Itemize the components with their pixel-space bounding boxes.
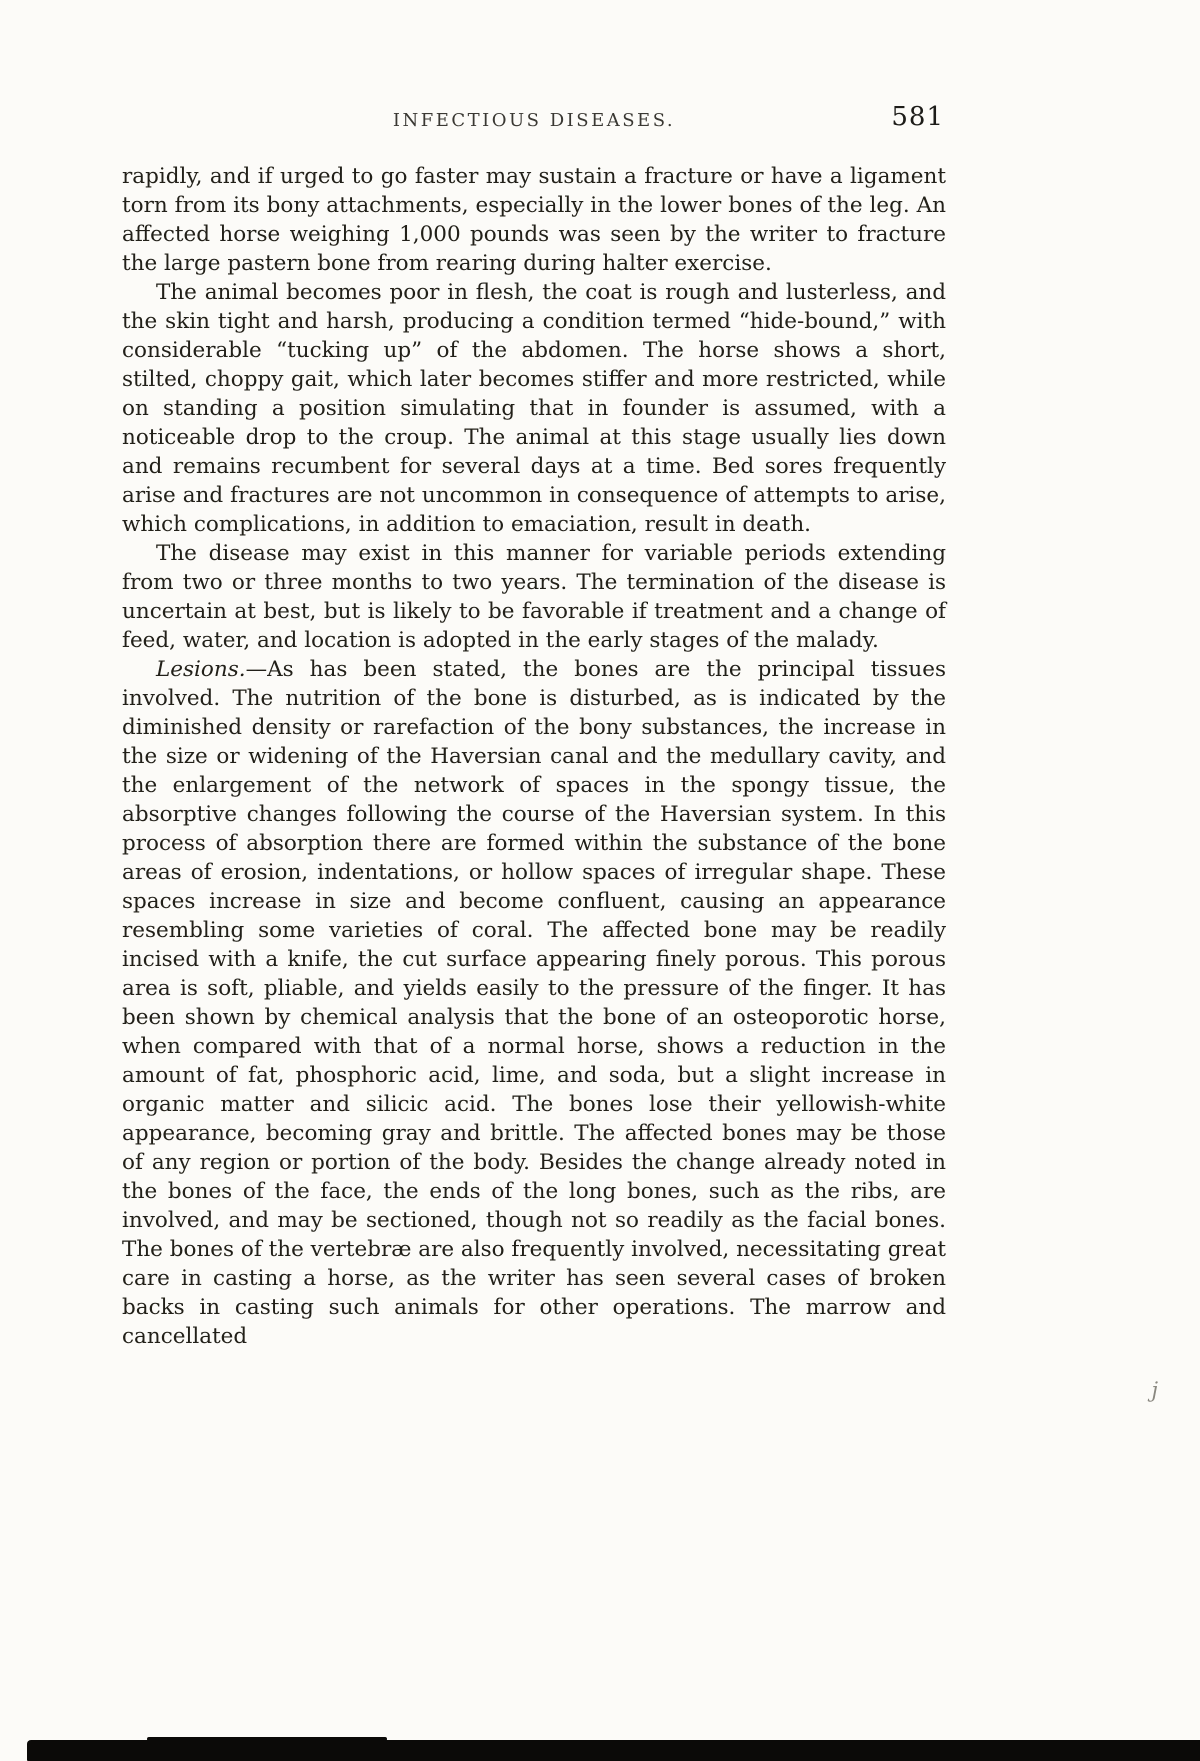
paragraph: rapidly, and if urged to go faster may sustain a fracture or have a ligament torn from its bony attachments, especially in the lower bones of the leg. An affected horse weighing 1,000 pounds was seen by the writer to fracture the large pastern bone from rearing during halter exercise. — [122, 164, 946, 276]
paragraph: Lesions.—As has been stated, the bones are the principal tissues involved. The nutrition of the bone is disturbed, as is indicated by the diminished density or rarefaction of the bony substances, the increase in the size or widening of the Haversian canal and the medullary cavity, and the enlargement of the network of spaces in the spongy tissue, the absorptive changes following the course of the Haversian system. In this process of absorption there are formed within the substance of the bone areas of erosion, indentations, or hollow spaces of irregular shape. These spaces increase in size and become confluent, causing an appearance resembling some varieties of coral. The affected bone may be readily incised with a knife, the cut surface appearing finely porous. This porous area is soft, pliable, and yields easily to the pressure of the finger. It has been shown by chemical analysis that the bone of an osteoporotic horse, when compared with that of a normal horse, shows a reduction in the amount of fat, phosphoric acid, lime, and soda, but a slight increase in organic matter and silicic acid. The bones lose their yellowish-white appearance, becoming gray and brittle. The affected bones may be those of any region or portion of the body. Besides the change already noted in the bones of the face, the ends of the long bones, such as the ribs, are involved, and may be sectioned, though not so readily as the facial bones. The bones of the vertebræ are also frequently involved, necessitating great care in casting a horse, as the writer has seen several cases of broken backs in casting such animals for other operations. The marrow and cancellated — [122, 657, 946, 1349]
page-content — [122, 104, 946, 1351]
page-number: 581 — [891, 102, 944, 132]
paragraph: The disease may exist in this manner for variable periods extending from two or three months to two years. The termination of the disease is uncertain at best, but is likely to be favorable if treatment and a change of feed, water, and location is adopted in the early stages of the malady. — [122, 541, 946, 653]
running-header — [122, 104, 946, 140]
scan-edge-artifact — [27, 1740, 1200, 1761]
paragraph: The animal becomes poor in flesh, the coat is rough and lusterless, and the skin tight and harsh, producing a condition termed “hide-bound,” with considerable “tucking up” of the abdomen. The horse shows a short, stilted, choppy gait, which later becomes stiffer and more restricted, while on standing a position simulating that in founder is assumed, with a noticeable drop to the croup. The animal at this stage usually lies down and remains recumbent for several days at a time. Bed sores frequently arise and fractures are not uncommon in consequence of attempts to arise, which complications, in addition to emaciation, result in death. — [122, 280, 946, 537]
paragraph-italic-lead: Lesions. — [156, 657, 246, 682]
running-header-title: INFECTIOUS DISEASES. — [392, 110, 676, 131]
page-body — [122, 162, 946, 1351]
margin-ink-mark: j — [1151, 1378, 1158, 1402]
